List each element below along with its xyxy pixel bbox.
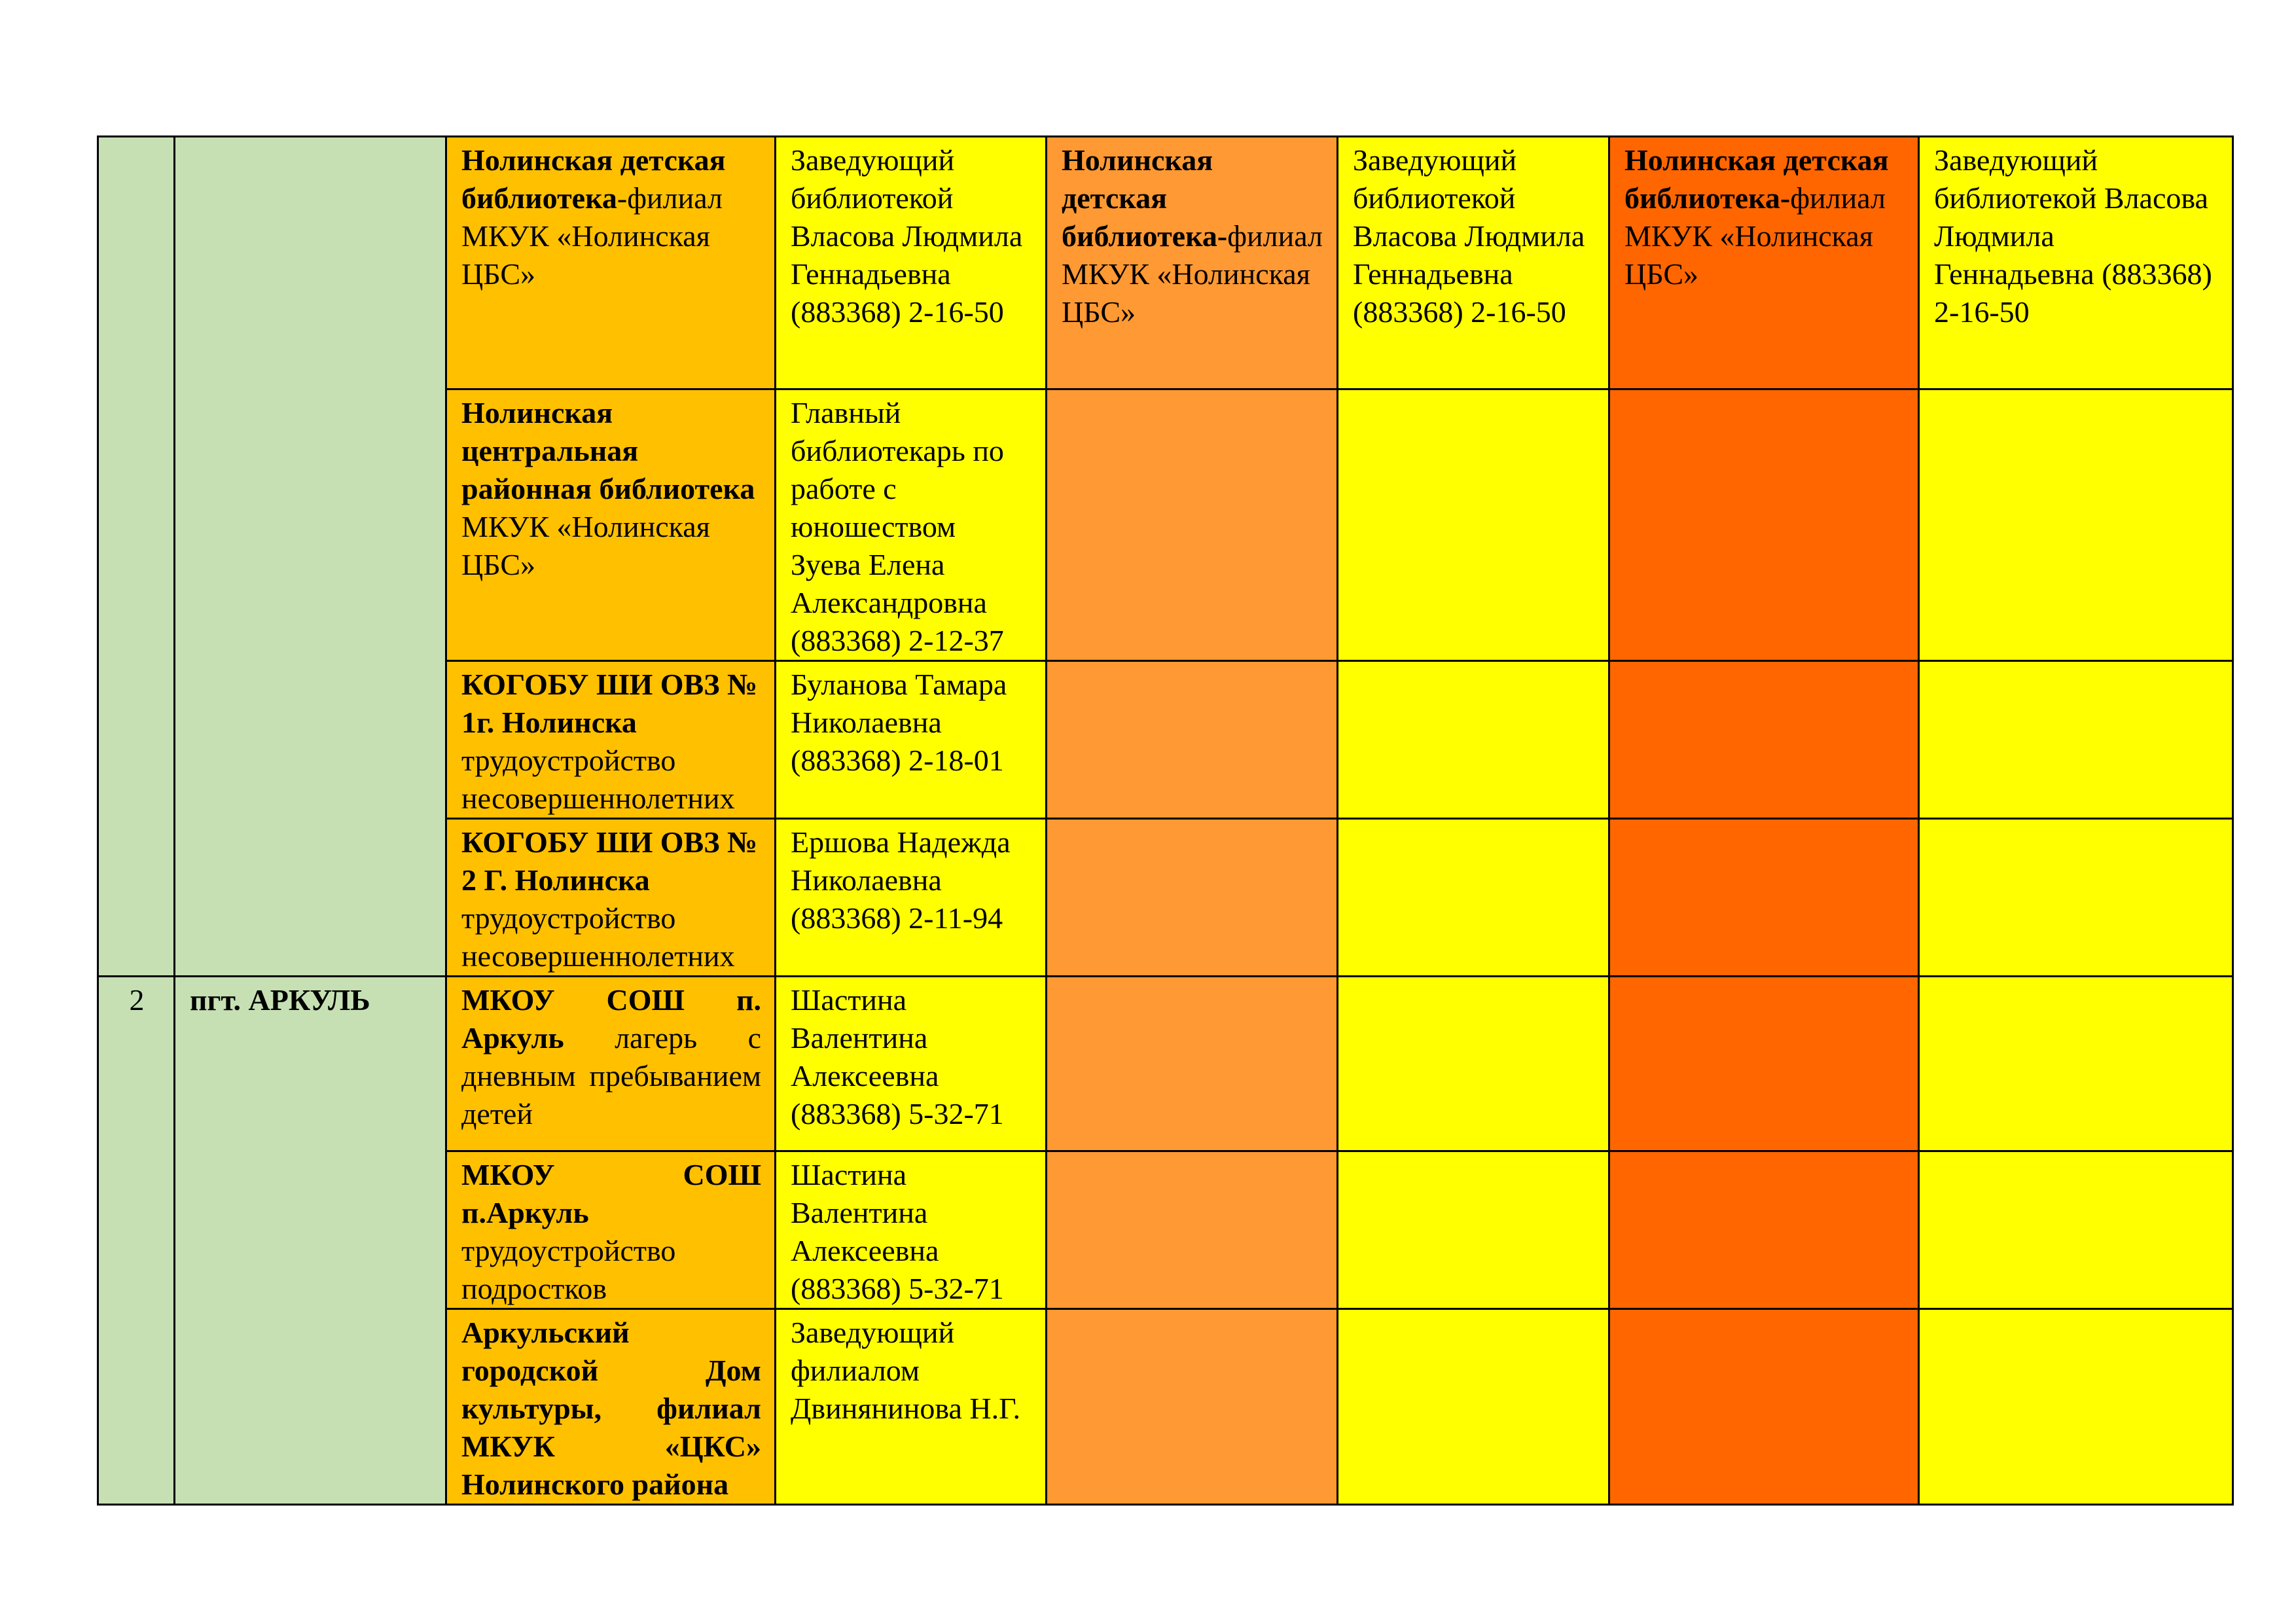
organization-details: трудоустройство подростков [461,1234,676,1305]
empty-cell [1047,977,1338,1151]
organization-details-3: филиал МКУК «Нолинская ЦБС» [1624,181,1886,291]
empty-cell [1047,1309,1338,1505]
contact-cell: Главный библиотекарь по работе с юношеством Зуева Елена Александровна (883368) 2-12-37 [776,389,1047,661]
table-row [98,977,2233,1151]
row-number-cell: 2 [98,977,175,1505]
organization-cell [446,1151,776,1309]
organization-details: трудоустройство несовершеннолетних [461,901,735,973]
table-row [98,137,2233,389]
contact-cell: Заведующий библиотекой Власова Людмила Геннадьевна (883368) 2-16-50 [776,137,1047,389]
empty-cell [1338,977,1609,1151]
organization-name: Нолинская центральная районная библиотека [461,396,755,505]
organization-cell-2 [1047,137,1338,389]
organization-name: Аркульский городской Дом культуры, филиал МКУК «ЦКС» Нолинского района [461,1316,761,1501]
organization-name: КОГОБУ ШИ ОВЗ № 1г. Нолинска [461,668,758,739]
organization-name: КОГОБУ ШИ ОВЗ № 2 Г. Нолинска [461,825,758,897]
empty-cell [1047,661,1338,819]
contact-cell: Шастина Валентина Алексеевна (883368) 5-32-71 [776,977,1047,1151]
empty-cell [1338,389,1609,661]
organization-name-2: Нолинская детская библиотека- [1062,143,1228,253]
organization-details-2: филиал МКУК «Нолинская ЦБС» [1062,219,1323,329]
row-number-cell [98,137,175,977]
empty-cell [1609,389,1919,661]
contact-cell: Ершова Надежда Николаевна (883368) 2-11-94 [776,819,1047,977]
location-cell: пгт. АРКУЛЬ [175,977,446,1505]
empty-cell [1919,1309,2233,1505]
empty-cell [1919,819,2233,977]
contact-cell: Буланова Тамара Николаевна (883368) 2-18-01 [776,661,1047,819]
organization-details: -филиал МКУК «Нолинская ЦБС» [461,181,723,291]
empty-cell [1338,661,1609,819]
organization-name: МКОУ СОШ п. Аркуль [461,983,761,1055]
location-cell [175,137,446,977]
empty-cell [1609,977,1919,1151]
empty-cell [1609,819,1919,977]
empty-cell [1919,1151,2233,1309]
empty-cell [1338,1309,1609,1505]
organization-cell [446,389,776,661]
organization-cell [446,661,776,819]
empty-cell [1047,819,1338,977]
empty-cell [1609,661,1919,819]
empty-cell [1919,661,2233,819]
contact-cell-2: Заведующий библиотекой Власова Людмила Геннадьевна (883368) 2-16-50 [1338,137,1609,389]
organization-name: МКОУ СОШ п.Аркуль [461,1158,761,1229]
empty-cell [1609,1309,1919,1505]
organization-name-3: Нолинская детская библиотека- [1624,143,1889,215]
empty-cell [1047,1151,1338,1309]
organization-name: Нолинская детская библиотека [461,143,726,215]
schedule-table [97,135,2234,1506]
organization-details: лагерь с дневным пребыванием детей [461,1021,761,1130]
empty-cell [1047,389,1338,661]
organization-cell [446,819,776,977]
contact-cell-3: Заведующий библиотекой Власова Людмила Геннадьевна (883368) 2-16-50 [1919,137,2233,389]
organization-details: трудоустройство несовершеннолетних [461,744,735,815]
empty-cell [1919,977,2233,1151]
organization-cell-3 [1609,137,1919,389]
organization-details: МКУК «Нолинская ЦБС» [461,510,710,581]
contact-cell: Заведующий филиалом Двинянинова Н.Г. [776,1309,1047,1505]
empty-cell [1919,389,2233,661]
empty-cell [1338,1151,1609,1309]
empty-cell [1338,819,1609,977]
organization-cell [446,137,776,389]
empty-cell [1609,1151,1919,1309]
contact-cell: Шастина Валентина Алексеевна (883368) 5-32-71 [776,1151,1047,1309]
organization-cell [446,1309,776,1505]
organization-cell [446,977,776,1151]
